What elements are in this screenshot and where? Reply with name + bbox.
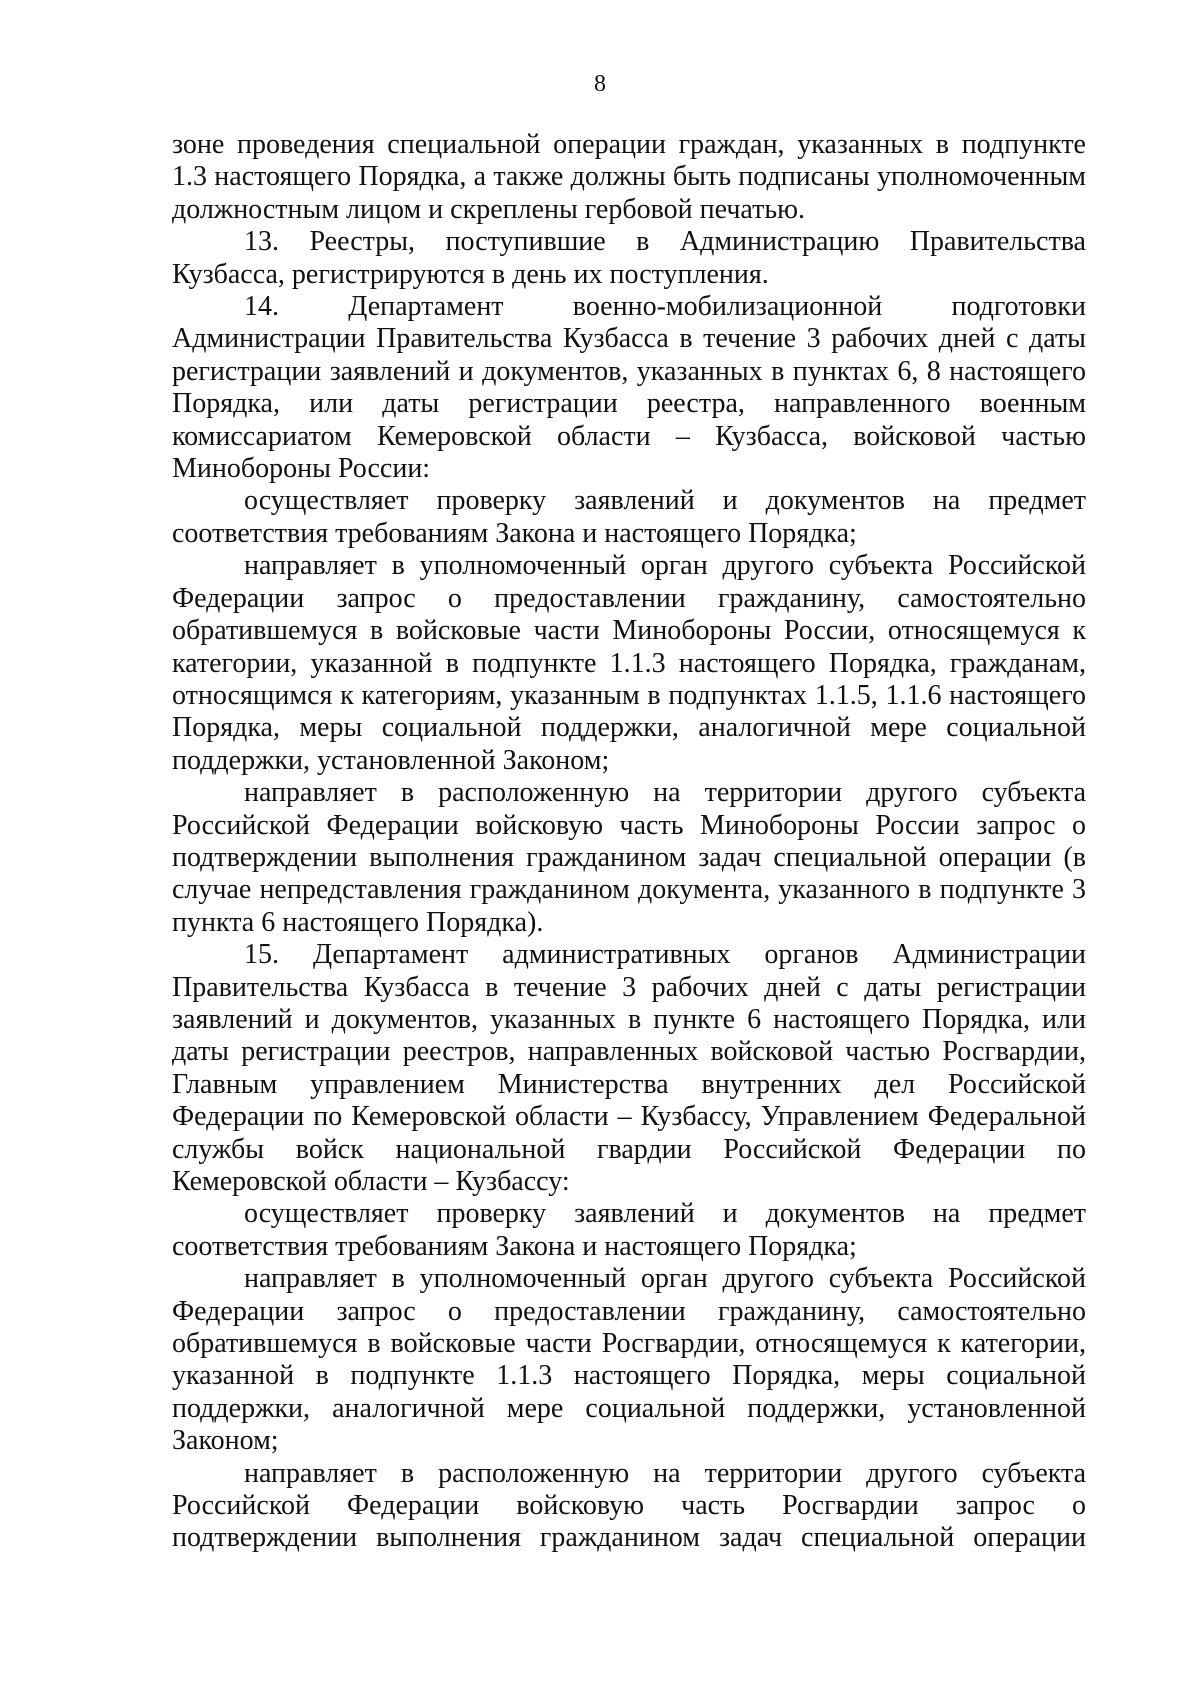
paragraph-14-request-unit: направляет в расположенную на территории другого субъекта Российской Федерации войсковую часть Минобороны России запрос о подтверждении выполнения гражданином задач специальной операции (в случае непредставления гражданином документа, указанного в подпункте 3 пункта 6 настоящего Порядка). bbox=[172, 777, 1086, 938]
paragraph-15-check: осуществляет проверку заявлений и документов на предмет соответствия требованиям Закона и настоящего Порядка; bbox=[172, 1198, 1086, 1262]
page-number: 8 bbox=[594, 71, 606, 97]
paragraph-14-request-authority: направляет в уполномоченный орган другого субъекта Российской Федерации запрос о предоставлении гражданину, самостоятельно обратившемуся в войсковые части Минобороны России, относящемуся к категории, указанной в подпункте 1.1.3 настоящего Порядка, гражданам, относящимся к категориям, указанным в подпунктах 1.1.5, 1.1.6 настоящего Порядка, меры социальной поддержки, аналогичной мере социальной поддержки, установленной Законом; bbox=[172, 550, 1086, 776]
paragraph-continuation: зоне проведения специальной операции граждан, указанных в подпункте 1.3 настоящего Порядка, а также должны быть подписаны уполномоченным должностным лицом и скреплены гербовой печатью. bbox=[172, 129, 1086, 225]
document-body bbox=[172, 129, 1086, 1555]
paragraph-15-request-unit: направляет в расположенную на территории другого субъекта Российской Федерации войсковую часть Росгвардии запрос о подтверждении выполнения гражданином задач специальной операции bbox=[172, 1457, 1086, 1554]
paragraph-14-check: осуществляет проверку заявлений и документов на предмет соответствия требованиям Закона и настоящего Порядка; bbox=[172, 485, 1086, 549]
paragraph-item-13: 13. Реестры, поступившие в Администрацию Правительства Кузбасса, регистрируются в день их поступления. bbox=[172, 226, 1086, 290]
paragraph-item-14: 14. Департамент военно-мобилизационной подготовки Администрации Правительства Кузбасса в течение 3 рабочих дней с даты регистрации заявлений и документов, указанных в пунктах 6, 8 настоящего Порядка, или даты регистрации реестра, направленного военным комиссариатом Кемеровской области – Кузбасса, войсковой частью Минобороны России: bbox=[172, 291, 1086, 485]
paragraph-item-15: 15. Департамент административных органов Администрации Правительства Кузбасса в течение 3 рабочих дней с даты регистрации заявлений и документов, указанных в пункте 6 настоящего Порядка, или даты регистрации реестров, направленных войсковой частью Росгвардии, Главным управлением Министерства внутренних дел Российской Федерации по Кемеровской области – Кузбассу, Управлением Федеральной службы войск национальной гвардии Российской Федерации по Кемеровской области – Кузбассу: bbox=[172, 939, 1086, 1197]
paragraph-15-request-authority: направляет в уполномоченный орган другого субъекта Российской Федерации запрос о предоставлении гражданину, самостоятельно обратившемуся в войсковые части Росгвардии, относящемуся к категории, указанной в подпункте 1.1.3 настоящего Порядка, меры социальной поддержки, аналогичной мере социальной поддержки, установленной Законом; bbox=[172, 1263, 1086, 1457]
